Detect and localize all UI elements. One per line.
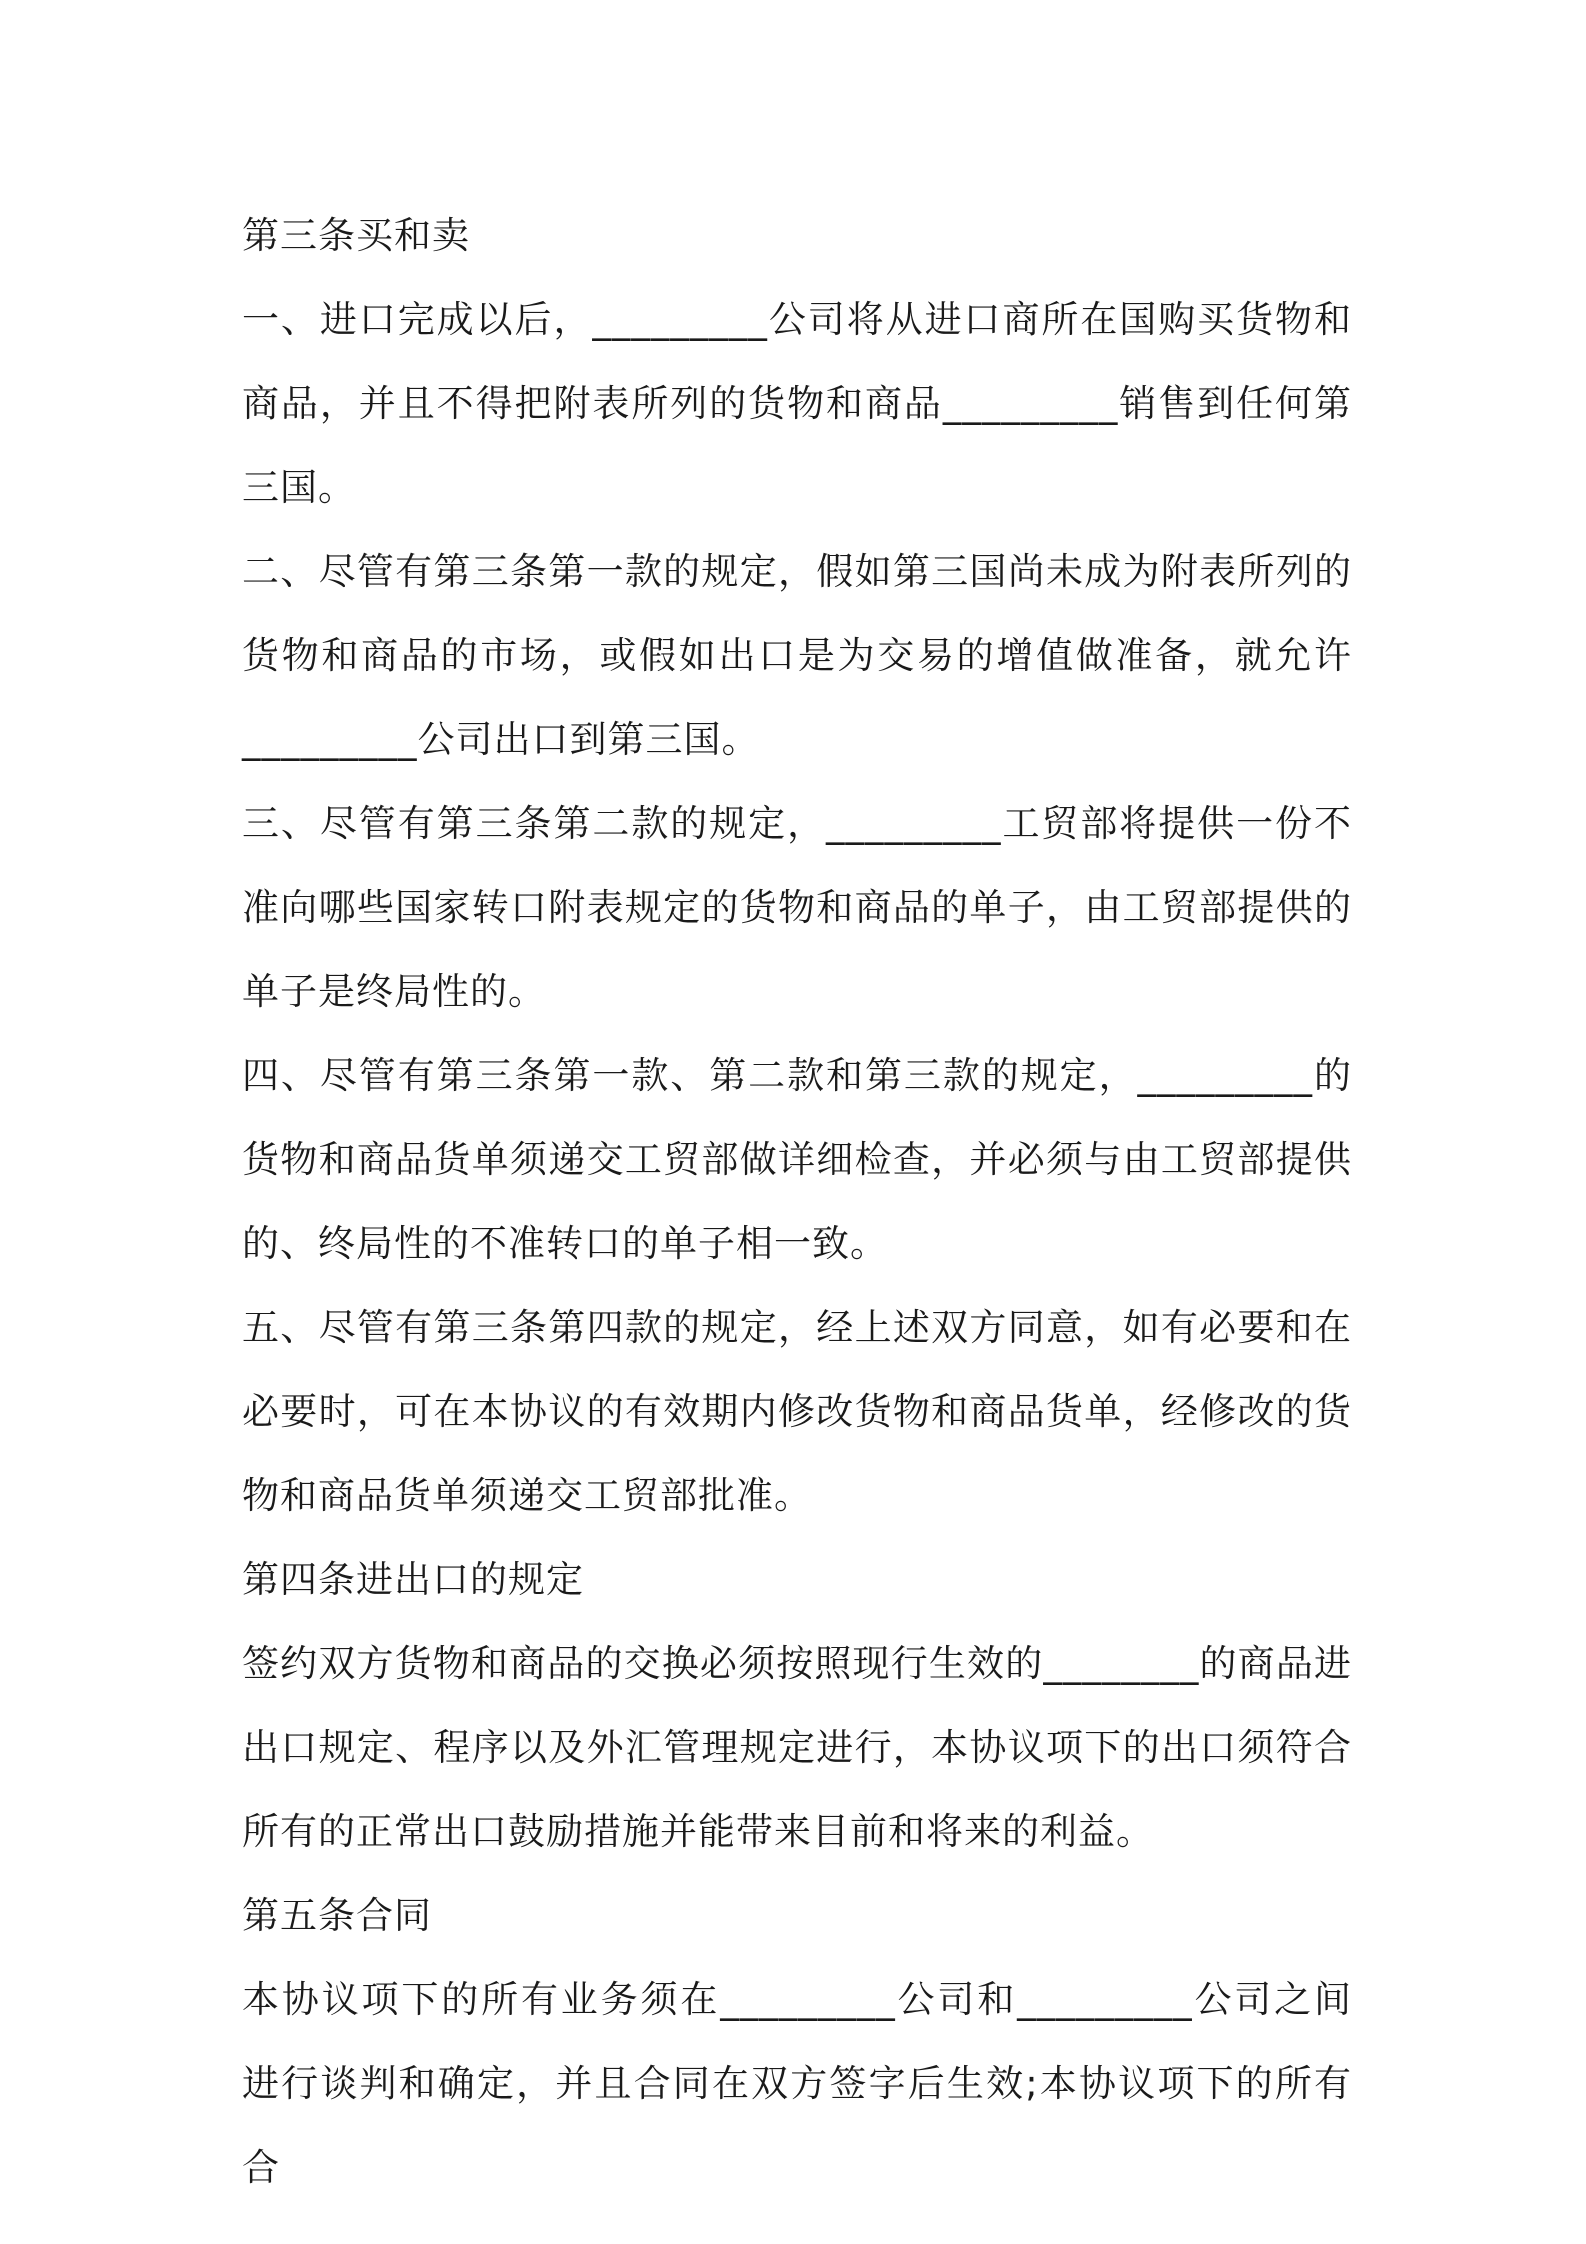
article-4-heading: 第四条进出口的规定 (242, 1558, 584, 1601)
article-5-paragraph: 本协议项下的所有业务须在_________公司和_________公司之间进行谈判和确定，并且合同在双方签字后生效;本协议项下的所有合 (242, 1978, 1352, 2189)
article-3-heading: 第三条买和卖 (242, 214, 470, 257)
article-3-clause-3: 三、尽管有第三条第二款的规定，_________工贸部将提供一份不准向哪些国家转口附表规定的货物和商品的单子，由工贸部提供的单子是终局性的。 (242, 802, 1352, 1013)
article-5-heading: 第五条合同 (242, 1894, 432, 1937)
document-page (242, 194, 1352, 2210)
article-3-clause-5: 五、尽管有第三条第四款的规定，经上述双方同意，如有必要和在必要时，可在本协议的有效期内修改货物和商品货单，经修改的货物和商品货单须递交工贸部批准。 (242, 1306, 1352, 1517)
article-4-paragraph: 签约双方货物和商品的交换必须按照现行生效的________的商品进出口规定、程序以及外汇管理规定进行，本协议项下的出口须符合所有的正常出口鼓励措施并能带来目前和将来的利益。 (242, 1642, 1352, 1853)
article-3-clause-2: 二、尽管有第三条第一款的规定，假如第三国尚未成为附表所列的货物和商品的市场，或假如出口是为交易的增值做准备，就允许_________公司出口到第三国。 (242, 550, 1352, 761)
article-3-clause-1: 一、进口完成以后，_________公司将从进口商所在国购买货物和商品，并且不得把附表所列的货物和商品_________销售到任何第三国。 (242, 298, 1352, 509)
article-3-clause-4: 四、尽管有第三条第一款、第二款和第三款的规定，_________的货物和商品货单须递交工贸部做详细检查，并必须与由工贸部提供的、终局性的不准转口的单子相一致。 (242, 1054, 1352, 1265)
